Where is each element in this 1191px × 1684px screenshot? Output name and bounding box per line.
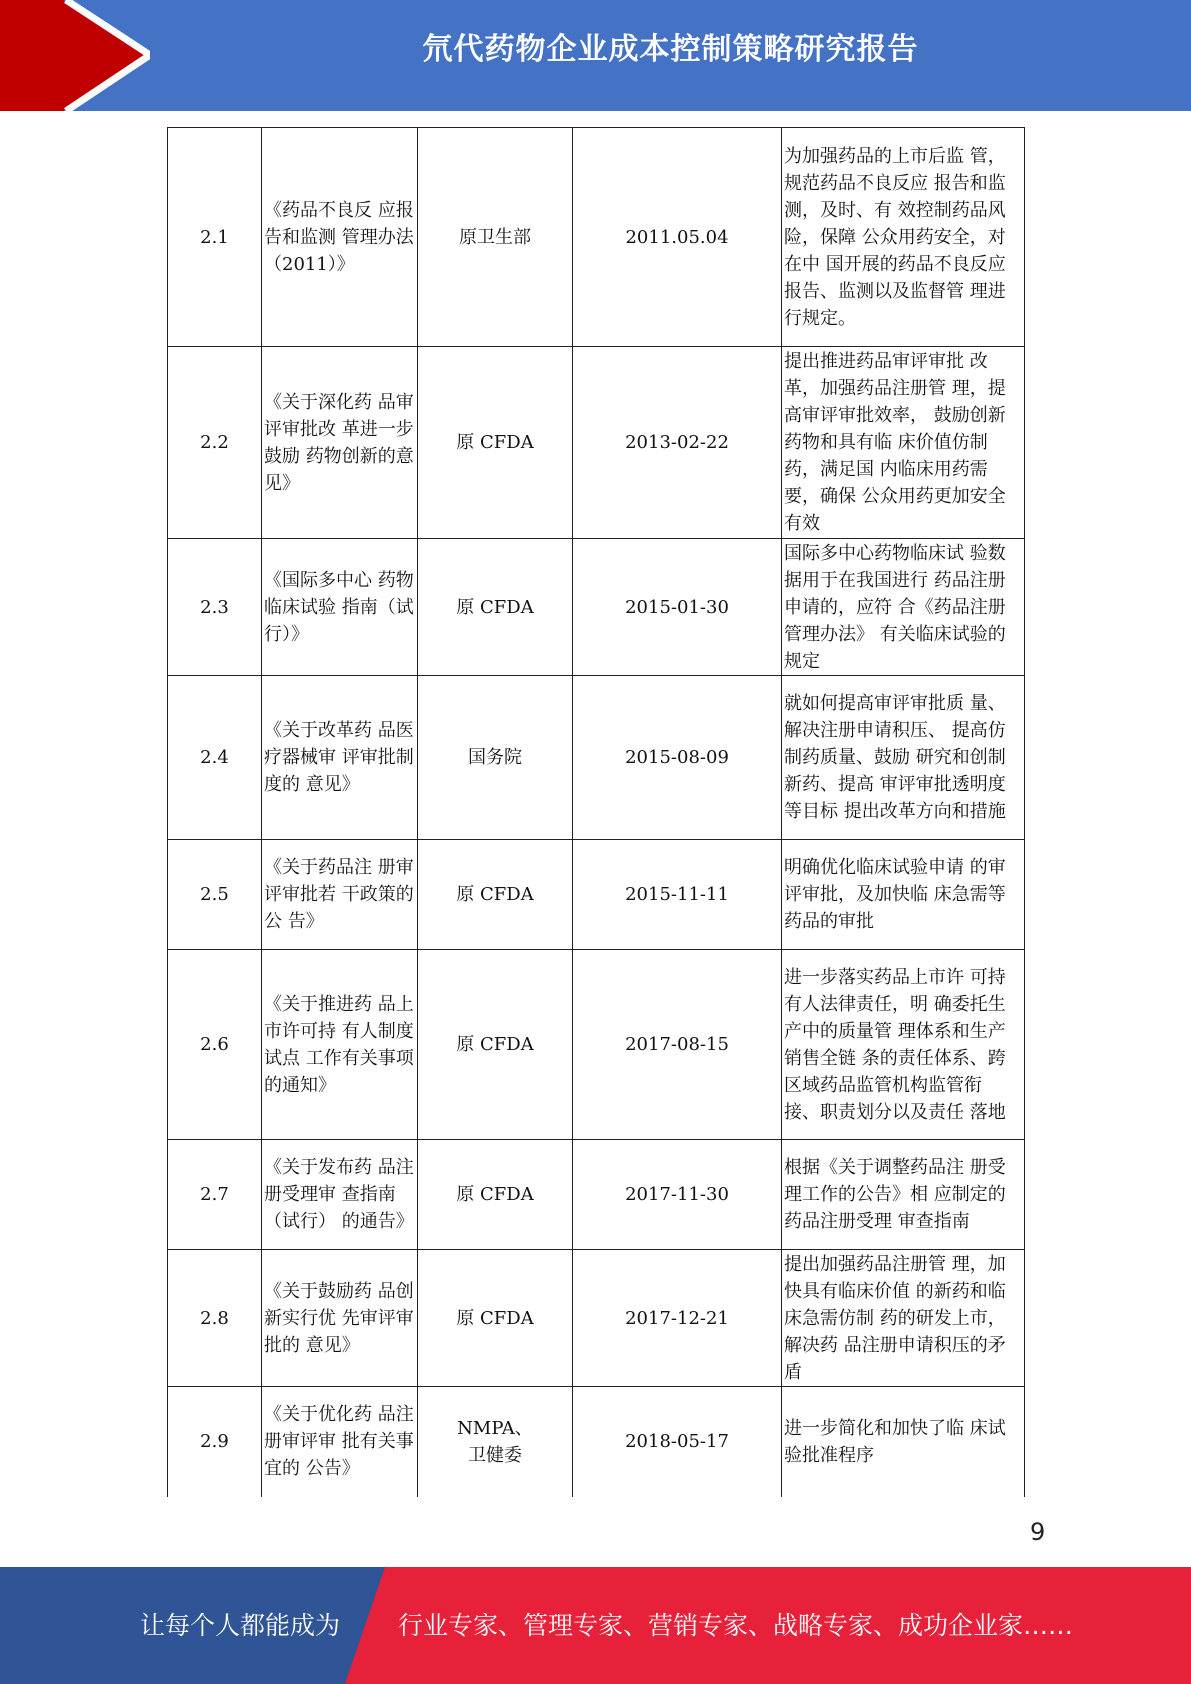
row-number: 2.5: [168, 840, 262, 950]
table-row: [168, 1140, 1025, 1250]
issue-date: 2017-11-30: [573, 1140, 782, 1250]
issuing-authority: 原 CFDA: [418, 1250, 573, 1387]
table-row: [168, 676, 1025, 840]
regulation-description: 进一步简化和加快了临 床试验批准程序: [782, 1387, 1025, 1497]
table-row: [168, 1387, 1025, 1497]
row-number: 2.7: [168, 1140, 262, 1250]
issue-date: 2017-12-21: [573, 1250, 782, 1387]
issuing-authority: 原 CFDA: [418, 347, 573, 539]
footer-slogan-right: 行业专家、管理专家、营销专家、战略专家、成功企业家……: [398, 1611, 1074, 1640]
page-number: 9: [1030, 1518, 1046, 1546]
regulation-name: 《关于推进药 品上市许可持 有人制度试点 工作有关事项 的通知》: [262, 950, 418, 1140]
issuing-authority: 原卫生部: [418, 128, 573, 347]
row-number: 2.2: [168, 347, 262, 539]
row-number: 2.8: [168, 1250, 262, 1387]
regulation-description: 提出推进药品审评审批 改革，加强药品注册管 理，提高审评审批效率， 鼓励创新药物和具有临 床价值仿制药，满足国 内临床用药需要，确保 公众用药更加安全有效: [782, 347, 1025, 539]
issuing-authority: 原 CFDA: [418, 1140, 573, 1250]
row-number: 2.9: [168, 1387, 262, 1497]
row-number: 2.6: [168, 950, 262, 1140]
regulation-table: [167, 127, 1025, 1497]
header-arrow-decoration: [0, 0, 150, 111]
issue-date: 2015-11-11: [573, 840, 782, 950]
issuing-authority: 原 CFDA: [418, 539, 573, 676]
regulation-description: 就如何提高审评审批质 量、解决注册申请积压、 提高仿制药质量、鼓励 研究和创制新药、提高 审评审批透明度等目标 提出改革方向和措施: [782, 676, 1025, 840]
row-number: 2.3: [168, 539, 262, 676]
regulation-description: 提出加强药品注册管 理，加快具有临床价值 的新药和临床急需仿制 药的研发上市，解决药 品注册申请积压的矛盾: [782, 1250, 1025, 1387]
issue-date: 2015-08-09: [573, 676, 782, 840]
row-number: 2.1: [168, 128, 262, 347]
issuing-authority: 国务院: [418, 676, 573, 840]
regulation-description: 明确优化临床试验申请 的审评审批，及加快临 床急需等药品的审批: [782, 840, 1025, 950]
regulation-name: 《关于深化药 品审评审批改 革进一步鼓励 药物创新的意 见》: [262, 347, 418, 539]
issue-date: 2015-01-30: [573, 539, 782, 676]
issue-date: 2011.05.04: [573, 128, 782, 347]
regulation-description: 为加强药品的上市后监 管，规范药品不良反应 报告和监测，及时、有 效控制药品风险，保障 公众用药安全，对在中 国开展的药品不良反应 报告、监测以及监督管 理进行规定。: [782, 128, 1025, 347]
table-row: [168, 1250, 1025, 1387]
footer-slogan-left: 让每个人都能成为: [140, 1611, 341, 1640]
issue-date: 2017-08-15: [573, 950, 782, 1140]
issuing-authority: NMPA、 卫健委: [418, 1387, 573, 1497]
row-number: 2.4: [168, 676, 262, 840]
regulation-name: 《关于发布药 品注册受理审 查指南（试行） 的通告》: [262, 1140, 418, 1250]
table-row: [168, 539, 1025, 676]
table-row: [168, 128, 1025, 347]
regulation-name: 《关于改革药 品医疗器械审 评审批制度的 意见》: [262, 676, 418, 840]
regulation-name: 《国际多中心 药物临床试验 指南（试行）》: [262, 539, 418, 676]
regulation-name: 《关于鼓励药 品创新实行优 先审评审批的 意见》: [262, 1250, 418, 1387]
issue-date: 2013-02-22: [573, 347, 782, 539]
regulation-description: 国际多中心药物临床试 验数据用于在我国进行 药品注册申请的，应符 合《药品注册管理办法》 有关临床试验的规定: [782, 539, 1025, 676]
regulation-name: 《关于药品注 册审评审批若 干政策的公 告》: [262, 840, 418, 950]
issuing-authority: 原 CFDA: [418, 840, 573, 950]
regulation-description: 根据《关于调整药品注 册受理工作的公告》相 应制定的药品注册受理 审查指南: [782, 1140, 1025, 1250]
regulation-description: 进一步落实药品上市许 可持有人法律责任，明 确委托生产中的质量管 理体系和生产销售全链 条的责任体系、跨区域药品监管机构监管衔 接、职责划分以及责任 落地: [782, 950, 1025, 1140]
issuing-authority: 原 CFDA: [418, 950, 573, 1140]
page-footer: [0, 1567, 1191, 1684]
table-row: [168, 347, 1025, 539]
issue-date: 2018-05-17: [573, 1387, 782, 1497]
page-header: [0, 0, 1191, 111]
regulation-name: 《关于优化药 品注册审评审 批有关事宜的 公告》: [262, 1387, 418, 1497]
regulation-name: 《药品不良反 应报告和监测 管理办法 （2011）》: [262, 128, 418, 347]
report-title: 氘代药物企业成本控制策略研究报告: [422, 32, 919, 67]
table-row: [168, 840, 1025, 950]
table-row: [168, 950, 1025, 1140]
